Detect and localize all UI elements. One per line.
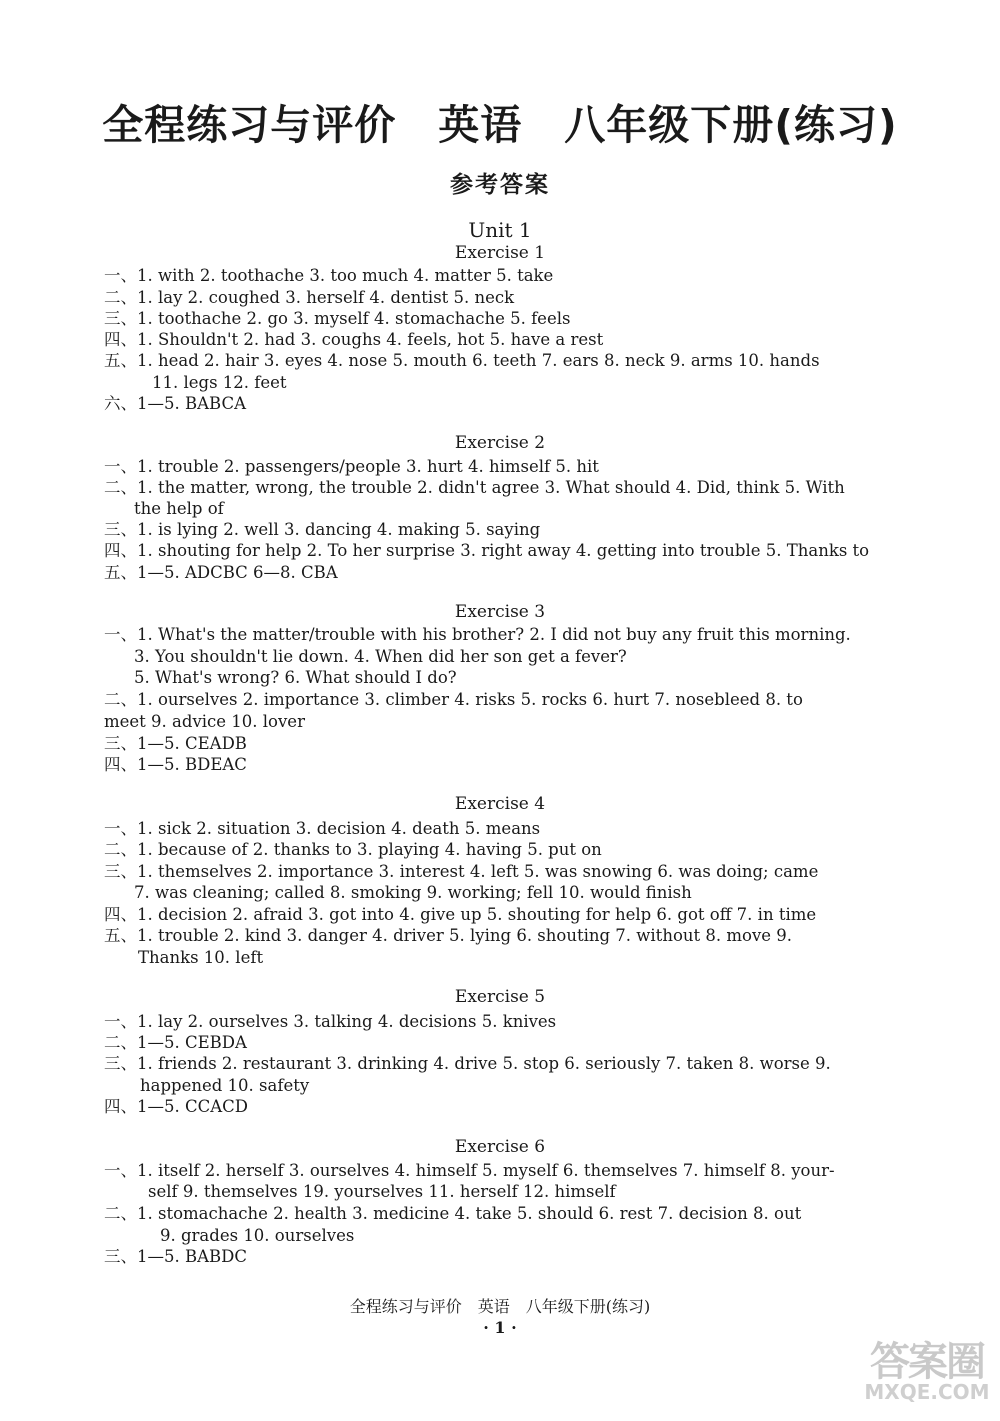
answer-line: the help of [134, 499, 224, 518]
exercise-heading: Exercise 4 [454, 794, 546, 814]
answer-line: 二、1. because of 2. thanks to 3. playing 4. having 5. put on [104, 840, 602, 859]
answer-line: 一、1. lay 2. ourselves 3. talking 4. decisions 5. knives [104, 1012, 557, 1031]
answer-line: 三、1—5. CEADB [104, 734, 247, 753]
answer-line: 二、1. the matter, wrong, the trouble 2. didn't agree 3. What should 4. Did, think 5. With [104, 478, 845, 497]
answer-line: 11. legs 12. feet [152, 373, 287, 392]
answer-line: 五、1. trouble 2. kind 3. danger 4. driver 5. lying 6. shouting 7. without 8. move 9. [104, 926, 793, 945]
answer-line: happened 10. safety [140, 1076, 310, 1095]
unit-title: Unit 1 [468, 218, 532, 242]
answer-line: 二、1. ourselves 2. importance 3. climber 4. risks 5. rocks 6. hurt 7. nosebleed 8. to [104, 690, 803, 709]
watermark-logo-text: 答案圈 [870, 1339, 984, 1385]
answer-line: 二、1. stomachache 2. health 3. medicine 4. take 5. should 6. rest 7. decision 8. out [104, 1204, 802, 1223]
page-subtitle: 参考答案 [450, 172, 550, 198]
answer-line: 五、1—5. ADCBC 6—8. CBA [104, 563, 338, 582]
answer-line: 三、1—5. BABDC [104, 1247, 248, 1266]
page-title: 全程练习与评价 英语 八年级下册(练习) [102, 101, 898, 149]
exercise-heading: Exercise 1 [454, 243, 546, 263]
answer-line: 7. was cleaning; called 8. smoking 9. working; fell 10. would finish [134, 883, 692, 902]
answer-line: 五、1. head 2. hair 3. eyes 4. nose 5. mouth 6. teeth 7. ears 8. neck 9. arms 10. hands [104, 351, 820, 370]
answer-line: 二、1. lay 2. coughed 3. herself 4. dentist 5. neck [104, 288, 515, 307]
answer-line: 一、1. trouble 2. passengers/people 3. hurt 4. himself 5. hit [104, 457, 599, 476]
answer-line: 二、1—5. CEBDA [104, 1033, 247, 1052]
answer-line: 一、1. What's the matter/trouble with his brother? 2. I did not buy any fruit this morning. [104, 625, 851, 644]
exercise-heading: Exercise 5 [454, 987, 546, 1007]
exercise-heading: Exercise 6 [454, 1137, 546, 1157]
answer-line: 四、1—5. BDEAC [104, 755, 247, 774]
page-number: · 1 · [483, 1318, 517, 1337]
answer-line: 三、1. is lying 2. well 3. dancing 4. making 5. saying [104, 520, 541, 539]
answer-line: 一、1. sick 2. situation 3. decision 4. death 5. means [104, 819, 541, 838]
answer-line: 5. What's wrong? 6. What should I do? [134, 668, 457, 687]
answer-line: self 9. themselves 19. yourselves 11. herself 12. himself [148, 1182, 616, 1201]
footer-title: 全程练习与评价 英语 八年级下册(练习) [349, 1297, 651, 1316]
answer-line: 三、1. toothache 2. go 3. myself 4. stomachache 5. feels [104, 309, 571, 328]
exercise-heading: Exercise 2 [454, 433, 546, 453]
answer-line: 一、1. itself 2. herself 3. ourselves 4. himself 5. myself 6. themselves 7. himself 8. your- [104, 1161, 835, 1180]
answer-line: 四、1—5. CCACD [104, 1097, 249, 1116]
answer-line: Thanks 10. left [138, 948, 264, 967]
answer-line: 四、1. decision 2. afraid 3. got into 4. give up 5. shouting for help 6. got off 7. in time [104, 905, 817, 924]
answer-line: 9. grades 10. ourselves [160, 1226, 355, 1245]
watermark [862, 1330, 992, 1410]
answer-line: 三、1. themselves 2. importance 3. interest 4. left 5. was snowing 6. was doing; came [104, 862, 819, 881]
watermark-url: MXQE.COM [864, 1380, 990, 1404]
answer-line: 一、1. with 2. toothache 3. too much 4. matter 5. take [104, 266, 554, 285]
exercise-heading: Exercise 3 [454, 602, 546, 622]
answer-line: meet 9. advice 10. lover [104, 712, 305, 731]
answer-line: 三、1. friends 2. restaurant 3. drinking 4. drive 5. stop 6. seriously 7. taken 8. worse 9. [104, 1054, 831, 1073]
answer-line: 四、1. shouting for help 2. To her surprise 3. right away 4. getting into trouble 5. Thanks to [104, 541, 870, 560]
answer-line: 四、1. Shouldn't 2. had 3. coughs 4. feels, hot 5. have a rest [104, 330, 604, 349]
answer-line: 六、1—5. BABCA [104, 394, 246, 413]
answer-line: 3. You shouldn't lie down. 4. When did her son get a fever? [134, 647, 627, 666]
